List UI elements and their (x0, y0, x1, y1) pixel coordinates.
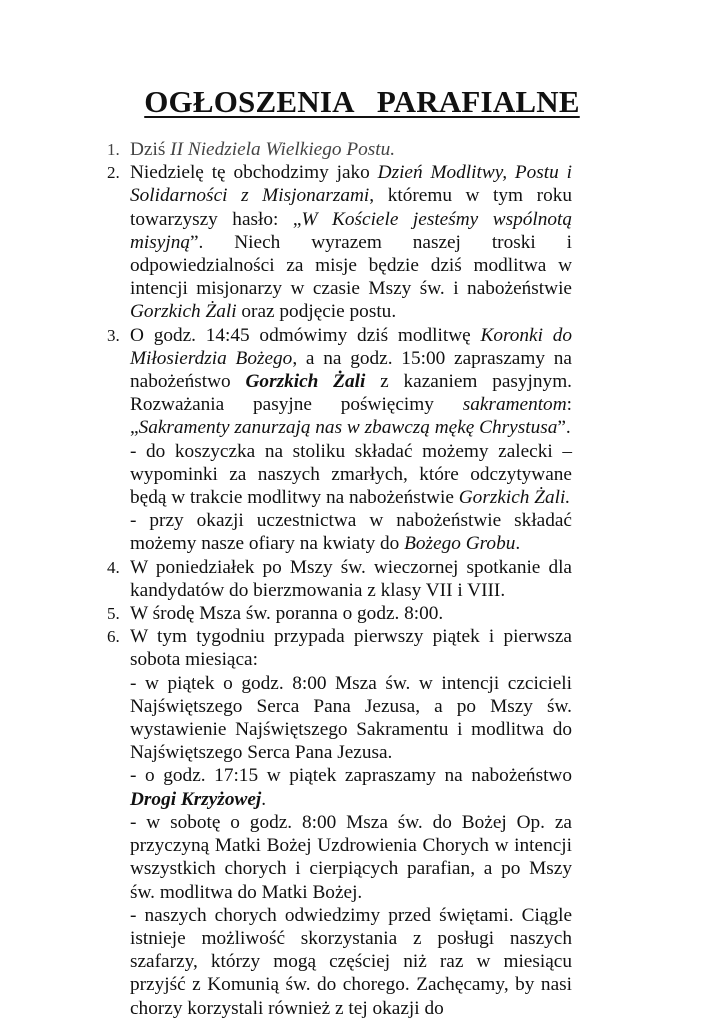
plain-text: z kazaniem pasyjnym. Rozważania pasyjne poświęcimy (130, 371, 573, 416)
plain-text: , a na godz. 15:00 zapraszamy na nabożeństwo (130, 347, 572, 393)
item-number: 4. (107, 557, 120, 577)
sub-point (130, 672, 572, 765)
plain-text: - przy okazji uczestnictwa w nabożeństwie składać możemy nasze ofiary na kwiaty do (130, 510, 572, 555)
announcement-item-4 (107, 556, 572, 602)
plain-text: , któremu w tym roku towarzyszy hasło: „ (130, 185, 572, 230)
sub-point (130, 764, 572, 810)
bold-italic-text: Drogi Krzyżowej (130, 788, 262, 810)
plain-text: . (515, 533, 521, 555)
plain-text: - o godz. 17:15 w piątek zapraszamy na nabożeństwo (130, 765, 572, 787)
plain-text: - w sobotę o godz. 8:00 Msza św. do Bożej Op. za przyczyną Matki Bożej Uzdrowienia Chorych w intencji wszystkich chorych i cierpiących parafian, a po Mszy św. modlitwa do Matki Bożej. (130, 811, 572, 903)
item-text (130, 161, 572, 323)
italic-text: Dzień Modlitwy, Postu i Solidarności z Misjonarzami (130, 162, 572, 207)
item-number: 5. (107, 604, 120, 624)
item-number: 1. (107, 140, 120, 159)
plain-text: W poniedziałek po Mszy św. wieczornej spotkanie dla kandydatów do bierzmowania z klasy VII i VIII. (130, 556, 572, 601)
item-number: 3. (107, 325, 120, 345)
announcements-list (107, 138, 573, 1020)
italic-text: Gorzkich Żali. (458, 487, 571, 509)
page-title (0, 84, 724, 120)
plain-text: ”. (557, 417, 571, 439)
item-text (130, 625, 572, 671)
item-number: 2. (107, 163, 120, 183)
item-text (130, 324, 572, 440)
sub-point (130, 904, 572, 1020)
plain-text: Niedzielę tę obchodzimy jako (130, 162, 378, 184)
plain-text: W tym tygodniu przypada pierwszy piątek i pierwsza sobota miesiąca: (130, 626, 572, 671)
sub-point (130, 509, 572, 555)
plain-text: W środę Msza św. poranna o godz. 8:00. (130, 603, 444, 625)
plain-text: . (261, 788, 267, 810)
plain-text: - do koszyczka na stoliku składać możemy zalecki – wypominki za naszych zmarłych, które odczytywane będą w trakcie modlitwy na nabożeństwie (130, 440, 572, 509)
plain-text: ”. Niech wyrazem naszej troski i odpowiedzialności za misje będzie dziś modlitwa w intencji misjonarzy w czasie Mszy św. i nabożeństwie (130, 231, 572, 300)
plain-text: : „ (130, 394, 572, 439)
sub-point (130, 440, 572, 510)
italic-text: II Niedziela Wielkiego Postu. (170, 139, 396, 160)
italic-text: Bożego Grobu (404, 533, 516, 555)
sub-point (130, 811, 572, 904)
plain-text: - w piątek o godz. 8:00 Msza św. w intencji czcicieli Najświętszego Serca Pana Jezusa, a po Mszy św. wystawienie Najświętszego Sakramentu i modlitwa do Najświętszego Serca Pana Jezusa. (130, 672, 572, 764)
announcement-item-2 (107, 161, 573, 323)
announcement-item-5 (107, 602, 572, 625)
plain-text: oraz podjęcie postu. (236, 301, 397, 323)
italic-text: sakramentom (462, 394, 567, 416)
italic-text: Sakramenty zanurzają nas w zbawczą mękę Chrystusa (138, 417, 558, 439)
plain-text: Dziś (130, 139, 171, 160)
item-text (130, 556, 572, 602)
item-text (130, 138, 572, 161)
announcement-item-3 (107, 324, 573, 556)
italic-text: Koronki do Miłosierdzia Bożego (130, 324, 572, 369)
bold-italic-text: Gorzkich Żali (245, 371, 366, 393)
announcement-item-1 (107, 138, 572, 161)
italic-text: Gorzkich Żali (130, 301, 237, 323)
title-text: OGŁOSZENIA PARAFIALNE (144, 84, 580, 119)
announcement-item-6 (107, 625, 572, 1019)
item-text (130, 602, 572, 625)
plain-text: O godz. 14:45 odmówimy dziś modlitwę (130, 324, 481, 346)
item-number: 6. (107, 627, 120, 647)
plain-text: - naszych chorych odwiedzimy przed świętami. Ciągle istnieje możliwość skorzystania z posługi naszych szafarzy, którzy mogą częściej niż raz w miesiącu przyjść z Komunią św. do chorego. Zachęcamy, by nasi chorzy korzystali również z tej okazji do (130, 904, 572, 1019)
italic-text: W Kościele jesteśmy wspólnotą misyjną (130, 208, 573, 253)
